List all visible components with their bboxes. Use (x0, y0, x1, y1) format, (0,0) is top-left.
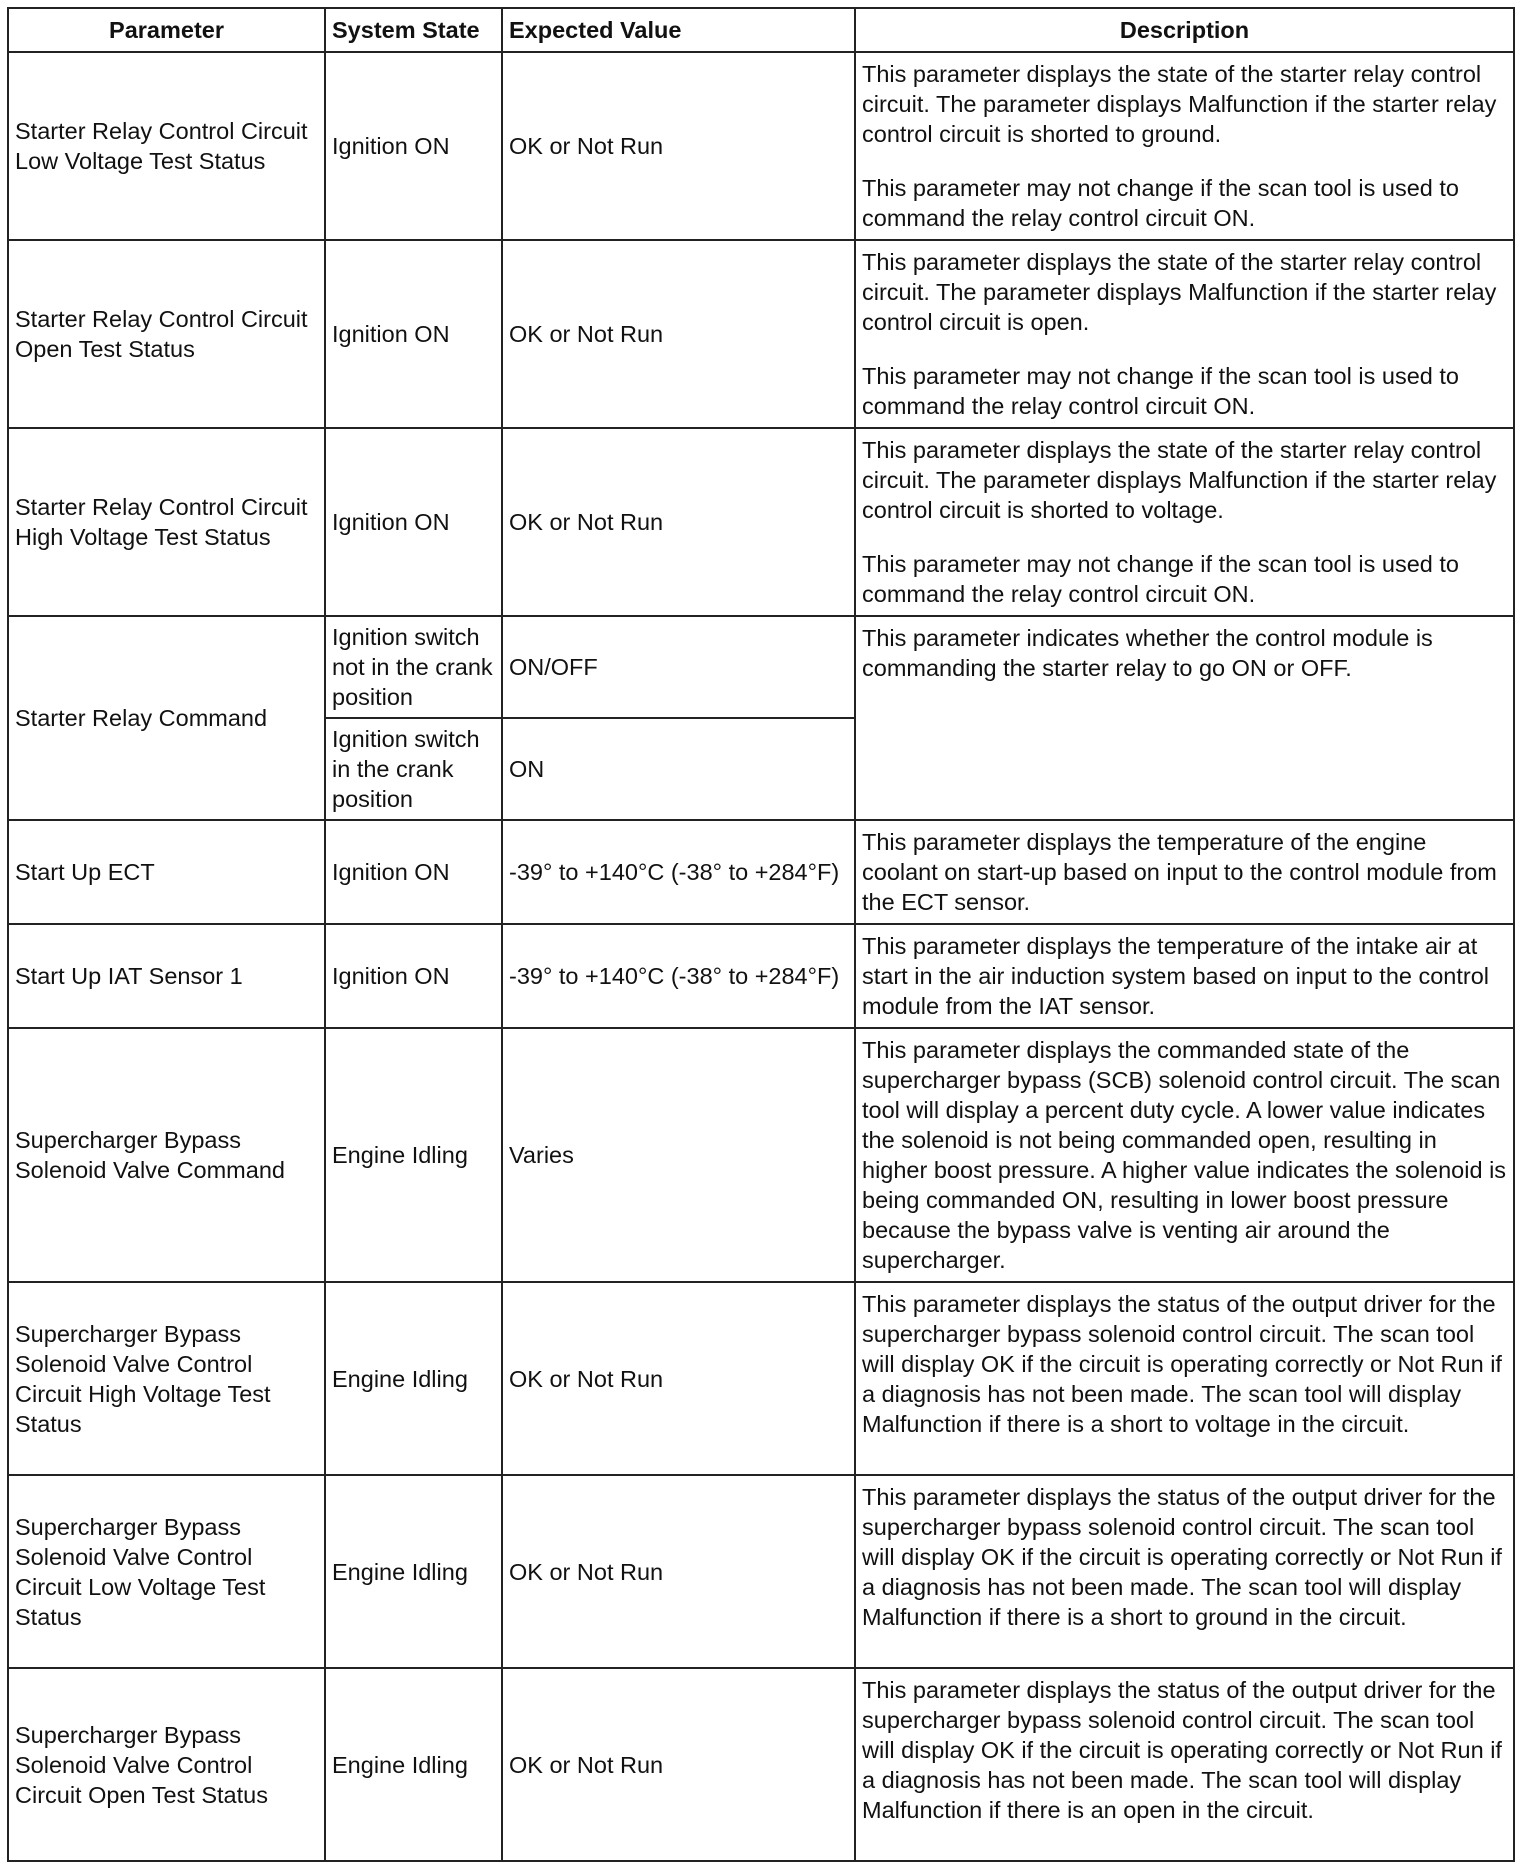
table-row (8, 924, 1514, 1028)
description-text: This parameter indicates whether the control module is commanding the starter relay to go ON or OFF. (862, 625, 1433, 681)
description-note: This parameter may not change if the scan tool is used to command the relay control circuit ON. (862, 363, 1459, 419)
parameter-cell: Starter Relay Control Circuit Low Voltage Test Status (8, 52, 325, 240)
parameter-cell: Start Up ECT (8, 820, 325, 924)
description-text: This parameter displays the temperature of the engine coolant on start-up based on input to the control module from the ECT sensor. (862, 829, 1497, 915)
table-row (8, 1668, 1514, 1861)
table-row (8, 616, 1514, 718)
system-state-cell: Engine Idling (325, 1668, 502, 1861)
expected-value-cell: OK or Not Run (502, 1668, 855, 1861)
description-cell (855, 1668, 1514, 1861)
system-state-cell: Engine Idling (325, 1475, 502, 1668)
description-text: This parameter displays the temperature of the intake air at start in the air induction system based on input to the control module from the IAT sensor. (862, 933, 1490, 1019)
expected-value-cell: ON/OFF (502, 616, 855, 718)
table-row (8, 1475, 1514, 1668)
system-state-cell: Ignition ON (325, 820, 502, 924)
description-note: This parameter may not change if the scan tool is used to command the relay control circuit ON. (862, 175, 1459, 231)
table-row (8, 240, 1514, 428)
system-state-cell: Ignition switch in the crank position (325, 718, 502, 820)
description-text: This parameter displays the status of the output driver for the supercharger bypass solenoid control circuit. The scan tool will display OK if the circuit is operating correctly or Not Run if a diagnosis has not been made. The scan tool will display Malfunction if there is a short to voltage in the circuit. (862, 1291, 1502, 1437)
header-description: Description (855, 8, 1514, 52)
expected-value-cell: ON (502, 718, 855, 820)
system-state-cell: Engine Idling (325, 1028, 502, 1282)
table-row (8, 428, 1514, 616)
system-state-cell: Engine Idling (325, 1282, 502, 1475)
system-state-cell: Ignition ON (325, 428, 502, 616)
parameter-cell: Supercharger Bypass Solenoid Valve Control Circuit High Voltage Test Status (8, 1282, 325, 1475)
description-cell (855, 616, 1514, 820)
table-row (8, 1282, 1514, 1475)
table-row (8, 1028, 1514, 1282)
description-cell (855, 1028, 1514, 1282)
description-text: This parameter displays the status of the output driver for the supercharger bypass solenoid control circuit. The scan tool will display OK if the circuit is operating correctly or Not Run if a diagnosis has not been made. The scan tool will display Malfunction if there is an open in the circuit. (862, 1677, 1502, 1823)
system-state-cell: Ignition ON (325, 240, 502, 428)
description-text: This parameter displays the state of the starter relay control circuit. The parameter displays Malfunction if the starter relay control circuit is open. (862, 249, 1497, 335)
expected-value-cell: OK or Not Run (502, 1475, 855, 1668)
parameter-cell: Starter Relay Control Circuit Open Test Status (8, 240, 325, 428)
description-text: This parameter displays the commanded state of the supercharger bypass (SCB) solenoid control circuit. The scan tool will display a percent duty cycle. A lower value indicates the solenoid is not being commanded open, resulting in higher boost pressure. A higher value indicates the solenoid is being commanded ON, resulting in lower boost pressure because the bypass valve is venting air around the supercharger. (862, 1037, 1507, 1273)
parameter-cell: Supercharger Bypass Solenoid Valve Control Circuit Low Voltage Test Status (8, 1475, 325, 1668)
system-state-cell: Ignition ON (325, 924, 502, 1028)
expected-value-cell: OK or Not Run (502, 52, 855, 240)
parameter-table (7, 7, 1515, 1862)
description-cell (855, 240, 1514, 428)
description-cell (855, 52, 1514, 240)
header-row (8, 8, 1514, 52)
header-system-state: System State (325, 8, 502, 52)
description-cell (855, 1282, 1514, 1475)
system-state-cell: Ignition ON (325, 52, 502, 240)
parameter-cell: Supercharger Bypass Solenoid Valve Control Circuit Open Test Status (8, 1668, 325, 1861)
parameter-cell: Starter Relay Control Circuit High Voltage Test Status (8, 428, 325, 616)
header-expected-value: Expected Value (502, 8, 855, 52)
header-parameter: Parameter (8, 8, 325, 52)
description-text: This parameter displays the state of the starter relay control circuit. The parameter displays Malfunction if the starter relay control circuit is shorted to voltage. (862, 437, 1497, 523)
description-cell (855, 924, 1514, 1028)
table-row (8, 820, 1514, 924)
description-text: This parameter displays the state of the starter relay control circuit. The parameter displays Malfunction if the starter relay control circuit is shorted to ground. (862, 61, 1497, 147)
expected-value-cell: -39° to +140°C (-38° to +284°F) (502, 820, 855, 924)
parameter-cell: Starter Relay Command (8, 616, 325, 820)
parameter-cell: Supercharger Bypass Solenoid Valve Command (8, 1028, 325, 1282)
table-row (8, 52, 1514, 240)
description-cell (855, 1475, 1514, 1668)
description-text: This parameter displays the status of the output driver for the supercharger bypass solenoid control circuit. The scan tool will display OK if the circuit is operating correctly or Not Run if a diagnosis has not been made. The scan tool will display Malfunction if there is a short to ground in the circuit. (862, 1484, 1502, 1630)
expected-value-cell: Varies (502, 1028, 855, 1282)
system-state-cell: Ignition switch not in the crank position (325, 616, 502, 718)
expected-value-cell: OK or Not Run (502, 428, 855, 616)
expected-value-cell: OK or Not Run (502, 240, 855, 428)
parameter-cell: Start Up IAT Sensor 1 (8, 924, 325, 1028)
expected-value-cell: -39° to +140°C (-38° to +284°F) (502, 924, 855, 1028)
description-note: This parameter may not change if the scan tool is used to command the relay control circuit ON. (862, 551, 1459, 607)
expected-value-cell: OK or Not Run (502, 1282, 855, 1475)
description-cell (855, 428, 1514, 616)
description-cell (855, 820, 1514, 924)
